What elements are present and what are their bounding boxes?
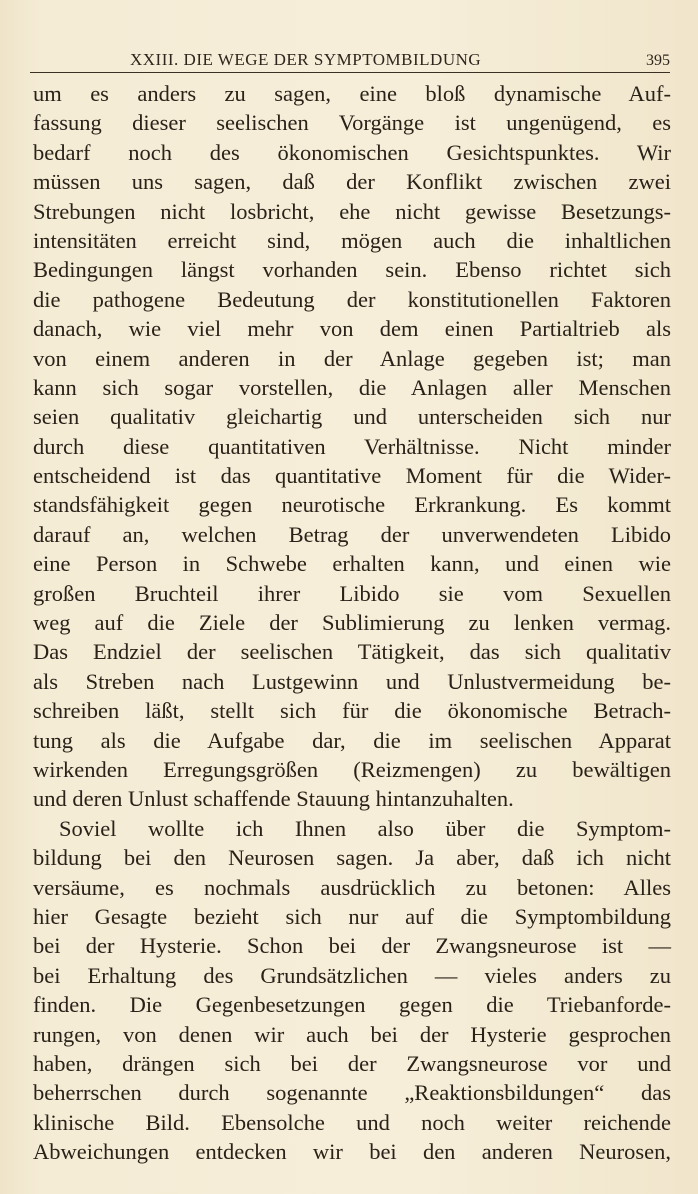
text-line: bei Erhaltung des Grundsätzlichen — vieles anders zu <box>33 962 671 988</box>
body-text <box>33 79 671 1166</box>
chapter-title: XXIII. DIE WEGE DER SYMPTOMBILDUNG <box>130 50 482 69</box>
text-line: müssen uns sagen, daß der Konflikt zwischen zwei <box>33 169 671 195</box>
text-line: von einem anderen in der Anlage gegeben ist; man <box>33 345 671 371</box>
text-line: Das Endziel der seelischen Tätigkeit, das sich qualitativ <box>33 639 671 665</box>
text-line: Bedingungen längst vorhanden sein. Ebenso richtet sich <box>33 257 671 283</box>
text-line: fassung dieser seelischen Vorgänge ist ungenügend, es <box>33 110 671 136</box>
page-number: 395 <box>646 52 670 69</box>
text-line: darauf an, welchen Betrag der unverwendeten Libido <box>33 521 671 547</box>
text-line: als Streben nach Lustgewinn und Unlustvermeidung be- <box>33 668 671 694</box>
text-line: um es anders zu sagen, eine bloß dynamische Auf- <box>33 81 671 106</box>
text-line: tung als die Aufgabe dar, die im seelischen Apparat <box>33 727 671 753</box>
text-line: durch diese quantitativen Verhältnisse. Nicht minder <box>33 433 671 459</box>
text-line: finden. Die Gegenbesetzungen gegen die Triebanforde- <box>33 992 671 1018</box>
text-line: intensitäten erreicht sind, mögen auch die inhaltlichen <box>33 227 671 253</box>
text-line: Abweichungen entdecken wir bei den anderen Neurosen, <box>33 1139 671 1165</box>
running-header <box>30 44 670 73</box>
text-line: bedarf noch des ökonomischen Gesichtspunktes. Wir <box>33 139 671 165</box>
text-line: hier Gesagte bezieht sich nur auf die Symptombildung <box>33 903 671 929</box>
text-line: beherrschen durch sogenannte „Reaktionsbildungen“ das <box>33 1080 671 1106</box>
text-line: Strebungen nicht losbricht, ehe nicht gewisse Besetzungs- <box>33 198 671 224</box>
text-line: kann sich sogar vorstellen, die Anlagen aller Menschen <box>33 374 671 400</box>
text-line: versäume, es nochmals ausdrücklich zu betonen: Alles <box>33 874 671 900</box>
paragraph-start-line: Soviel wollte ich Ihnen also über die Symptom- <box>59 815 671 841</box>
paragraph-end-line: und deren Unlust schaffende Stauung hintanzuhalten. <box>33 786 514 812</box>
text-line: weg auf die Ziele der Sublimierung zu lenken vermag. <box>33 610 671 636</box>
text-line: bei der Hysterie. Schon bei der Zwangsneurose ist — <box>33 933 671 959</box>
text-line: die pathogene Bedeutung der konstitutionellen Faktoren <box>33 286 671 312</box>
text-line: eine Person in Schwebe erhalten kann, und einen wie <box>33 551 671 577</box>
text-line: großen Bruchteil ihrer Libido sie vom Sexuellen <box>33 580 671 606</box>
text-line: standsfähigkeit gegen neurotische Erkrankung. Es kommt <box>33 492 671 518</box>
text-line: danach, wie viel mehr von dem einen Partialtrieb als <box>33 316 671 342</box>
text-line: bildung bei den Neurosen sagen. Ja aber, daß ich nicht <box>33 845 671 871</box>
text-line: seien qualitativ gleichartig und unterscheiden sich nur <box>33 404 671 430</box>
text-line: wirkenden Erregungsgrößen (Reizmengen) zu bewältigen <box>33 756 671 782</box>
text-line: entscheidend ist das quantitative Moment für die Wider- <box>33 463 671 489</box>
text-line: rungen, von denen wir auch bei der Hysterie gesprochen <box>33 1021 671 1047</box>
text-line: haben, drängen sich bei der Zwangsneurose vor und <box>33 1050 671 1076</box>
text-line: klinische Bild. Ebensolche und noch weiter reichende <box>33 1109 671 1135</box>
text-line: schreiben läßt, stellt sich für die ökonomische Betrach- <box>33 698 671 724</box>
